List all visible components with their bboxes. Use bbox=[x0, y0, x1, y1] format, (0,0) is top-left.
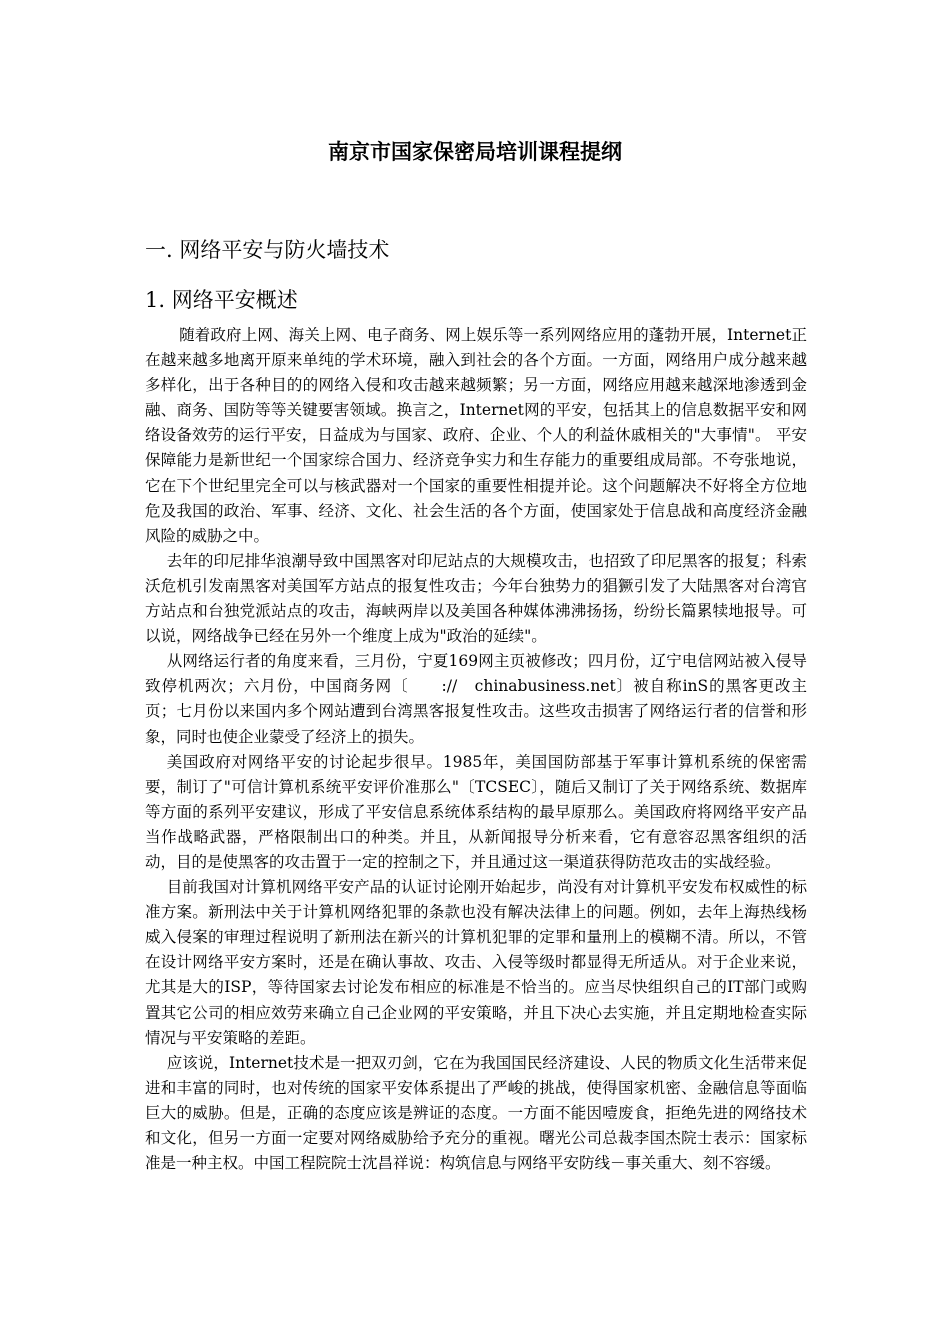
paragraph: 从网络运行者的角度来看，三月份，宁夏169网主页被修改；四月份，辽宁电信网站被入侵导致停机两次；六月份，中国商务网〔 :// chinabusiness.net〕被自称inS的黑客更改主页；七月份以来国内多个网站遭到台湾黑客报复性攻击。这些攻击损害了网络运行者的信誉和形象，同时也使企业蒙受了经济上的损失。 bbox=[145, 652, 807, 746]
document-title: 南京市国家保密局培训课程提纲 bbox=[328, 139, 622, 164]
paragraph: 随着政府上网、海关上网、电子商务、网上娱乐等一系列网络应用的蓬勃开展，Internet正在越来越多地离开原来单纯的学术环境，融入到社会的各个方面。一方面，网络用户成分越来越多样化，出于各种目的的网络入侵和攻击越来越频繁；另一方面，网络应用越来越深地渗透到金融、商务、国防等等关键要害领域。换言之，Internet网的平安，包括其上的信息数据平安和网络设备效劳的运行平安，日益成为与国家、政府、企业、个人的利益休戚相关的"大事情"。 平安保障能力是新世纪一个国家综合国力、经济竞争实力和生存能力的重要组成局部。不夸张地说，它在下个世纪里完全可以与核武器对一个国家的重要性相提并论。这个问题解决不好将全方位地危及我国的政治、军事、经济、文化、社会生活的各个方面，使国家处于信息战和高度经济金融风险的威胁之中。 bbox=[145, 326, 807, 545]
paragraph: 美国政府对网络平安的讨论起步很早。1985年，美国国防部基于军事计算机系统的保密需要，制订了"可信计算机系统平安评价准那么"〔TCSEC〕，随后又制订了关于网络系统、数据库等方面的系列平安建议，形成了平安信息系统体系结构的最早原那么。美国政府将网络平安产品当作战略武器，严格限制出口的种类。并且，从新闻报导分析来看，它有意容忍黑客组织的活动，目的是使黑客的攻击置于一定的控制之下，并且通过这一渠道获得防范攻击的实战经验。 bbox=[145, 752, 807, 871]
paragraph: 去年的印尼排华浪潮导致中国黑客对印尼站点的大规模攻击，也招致了印尼黑客的报复；科索沃危机引发南黑客对美国军方站点的报复性攻击；今年台独势力的猖獗引发了大陆黑客对台湾官方站点和台独党派站点的攻击，海峡两岸以及美国各种媒体沸沸扬扬，纷纷长篇累犊地报导。可以说，网络战争已经在另外一个维度上成为"政治的延续"。 bbox=[145, 551, 807, 646]
body-text bbox=[145, 323, 807, 1176]
paragraph: 目前我国对计算机网络平安产品的认证讨论刚开始起步，尚没有对计算机平安发布权威性的标准方案。新刑法中关于计算机网络犯罪的条款也没有解决法律上的问题。例如，去年上海热线杨威入侵案的审理过程说明了新刑法在新兴的计算机犯罪的定罪和量刑上的模糊不清。所以，不管在设计网络平安方案时，还是在确认事故、攻击、入侵等级时都显得无所适从。对于企业来说，尤其是大的ISP，等待国家去讨论发布相应的标准是不恰当的。应当尽快组织自己的IT部门或购置其它公司的相应效劳来确立自己企业网的平安策略，并且下决心去实施，并且定期地检查实际情况与平安策略的差距。 bbox=[145, 878, 807, 1047]
section-heading: 一. 网络平安与防火墙技术 bbox=[145, 238, 390, 262]
sub-heading: 1. 网络平安概述 bbox=[145, 288, 298, 312]
paragraph: 应该说，Internet技术是一把双刃剑，它在为我国国民经济建设、人民的物质文化生活带来促进和丰富的同时，也对传统的国家平安体系提出了严峻的挑战，使得国家机密、金融信息等面临巨大的威胁。但是，正确的态度应该是辨证的态度。一方面不能因噎废食，拒绝先进的网络技术和文化，但另一方面一定要对网络威胁给予充分的重视。曙光公司总裁李国杰院士表示：国家标准是一种主权。中国工程院院士沈昌祥说：构筑信息与网络平安防线－事关重大、刻不容缓。 bbox=[145, 1053, 807, 1173]
